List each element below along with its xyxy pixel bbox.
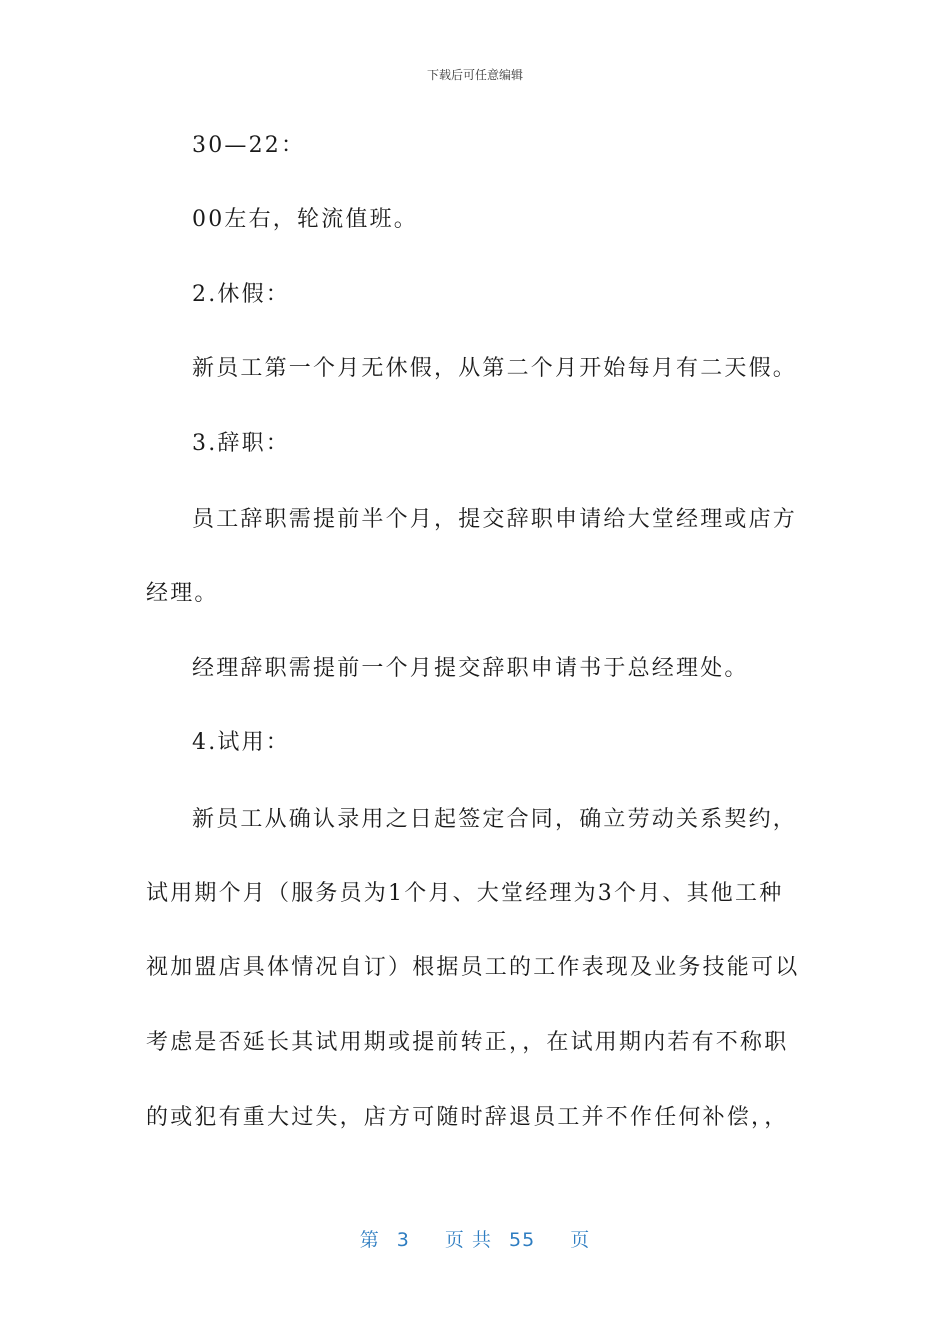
body-line-13: 考虑是否延长其试用期或提前转正，，在试用期内若有不称职 (146, 1030, 789, 1055)
body-line-7: 经理。 (146, 581, 219, 606)
body-line-11: 试用期个月（服务员为1个月、大堂经理为3个月、其他工种 (146, 881, 784, 906)
body-line-5: 3.辞职： (192, 431, 290, 456)
footer-page-number: 3 (396, 1229, 410, 1251)
body-line-8: 经理辞职需提前一个月提交辞职申请书于总经理处。 (192, 656, 749, 681)
body-line-1: 30—22： (192, 133, 306, 158)
body-line-9: 4.试用： (192, 730, 290, 755)
body-line-4: 新员工第一个月无休假，从第二个月开始每月有二天假。 (192, 356, 798, 381)
body-line-12: 视加盟店具体情况自订）根据员工的工作表现及业务技能可以 (146, 955, 800, 980)
footer-label-page: 第 (359, 1229, 380, 1251)
page-footer (0, 1225, 950, 1252)
body-line-3: 2.休假： (192, 282, 290, 307)
footer-total-pages: 55 (509, 1229, 536, 1251)
page-header-note: 下载后可任意编辑 (426, 68, 523, 82)
body-line-10: 新员工从确认录用之日起签定合同，确立劳动关系契约， (192, 807, 798, 832)
body-line-14: 的或犯有重大过失，店方可随时辞退员工并不作任何补偿，， (146, 1105, 789, 1130)
footer-label-pages: 页 (570, 1229, 591, 1251)
footer-label-page-of: 页 共 (444, 1229, 492, 1251)
body-line-6: 员工辞职需提前半个月，提交辞职申请给大堂经理或店方 (192, 507, 798, 532)
body-line-2: 00左右，轮流值班。 (192, 207, 418, 232)
